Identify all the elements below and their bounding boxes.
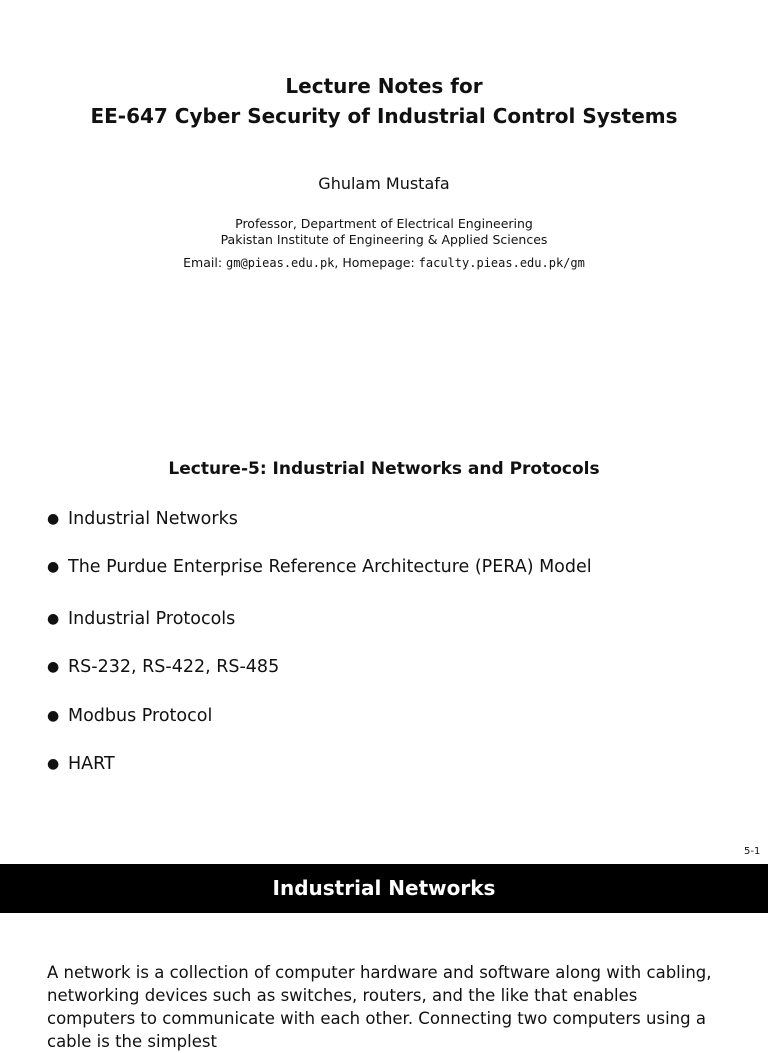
document-title-line-1: Lecture Notes for [285, 74, 483, 98]
list-item [47, 706, 212, 726]
slide-title-banner: Industrial Networks [0, 864, 768, 913]
topic-label: The Purdue Enterprise Reference Architecture (PERA) Model [68, 557, 592, 577]
contact-line [0, 255, 768, 270]
bullet-icon: ● [47, 611, 60, 627]
author-institution: Pakistan Institute of Engineering & Applied Sciences [220, 232, 548, 247]
lecture-title: Lecture-5: Industrial Networks and Protocols [168, 459, 600, 479]
bullet-icon: ● [47, 511, 60, 527]
slide-number: 5-1 [744, 846, 761, 857]
homepage-label: , Homepage: [334, 255, 419, 270]
topic-label: Industrial Protocols [68, 609, 236, 629]
topic-label: Industrial Networks [68, 509, 238, 529]
slide-body-paragraph: A network is a collection of computer hardware and software along with cabling, networking devices such as switches, routers, and the like that enables computers to communicate with each other. Connecting two computers using a cable is the simplest [47, 963, 712, 1051]
bullet-icon: ● [47, 708, 60, 724]
topic-label: HART [68, 754, 115, 774]
author-name: Ghulam Mustafa [318, 174, 450, 193]
bullet-icon: ● [47, 559, 60, 575]
bullet-icon: ● [47, 659, 60, 675]
email-label: Email: [183, 255, 227, 270]
homepage-link[interactable]: faculty.pieas.edu.pk/gm [418, 256, 585, 270]
email-link[interactable]: gm@pieas.edu.pk [226, 256, 335, 270]
list-item [47, 657, 279, 677]
document-title-line-2: EE-647 Cyber Security of Industrial Control Systems [90, 104, 678, 128]
list-item [47, 557, 592, 577]
list-item [47, 754, 115, 774]
list-item [47, 509, 238, 529]
author-position: Professor, Department of Electrical Engineering [235, 216, 533, 231]
topic-label: Modbus Protocol [68, 706, 213, 726]
list-item [47, 609, 235, 629]
topic-label: RS-232, RS-422, RS-485 [68, 657, 280, 677]
bullet-icon: ● [47, 756, 60, 772]
